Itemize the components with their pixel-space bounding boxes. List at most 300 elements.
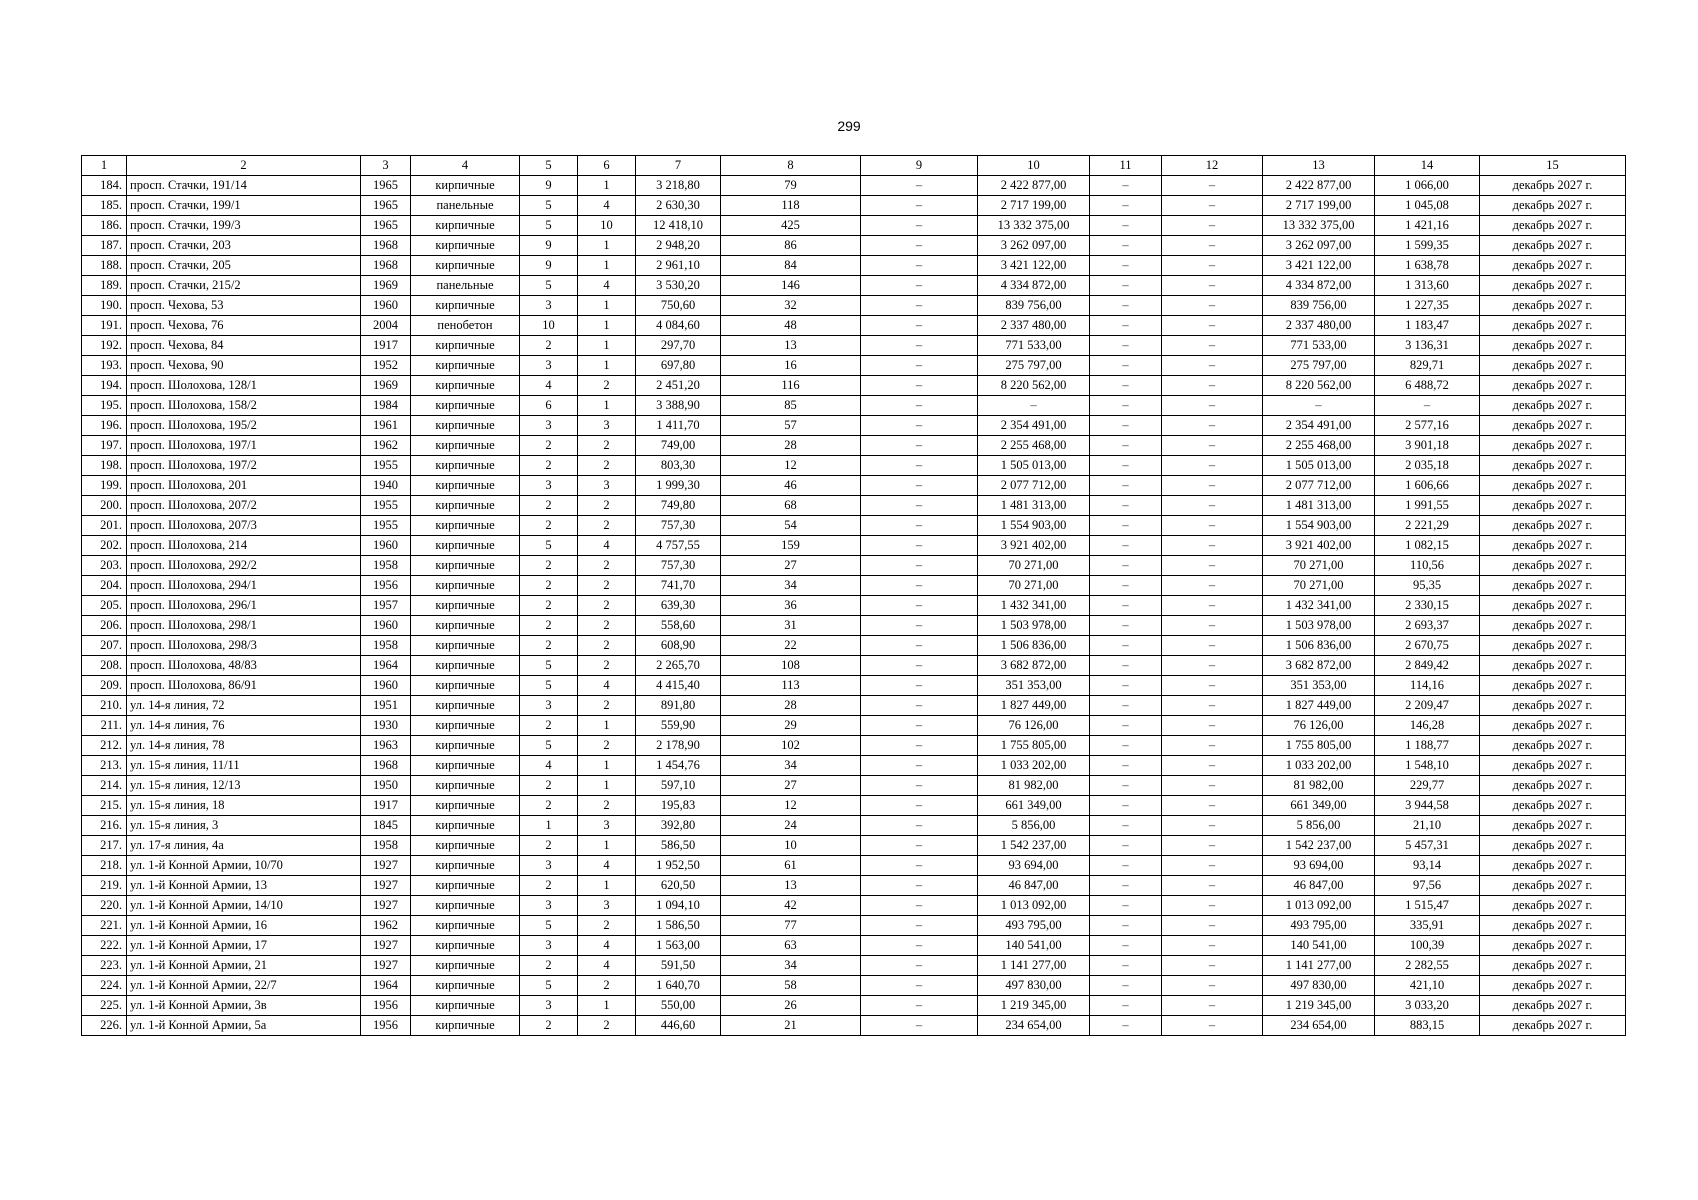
- table-cell-col14: 114,16: [1375, 676, 1480, 696]
- table-cell-col8: 425: [721, 216, 861, 236]
- table-cell-col9: –: [861, 196, 978, 216]
- table-cell-col8: 108: [721, 656, 861, 676]
- table-cell-col5: 5: [520, 656, 578, 676]
- table-cell-col15: декабрь 2027 г.: [1480, 176, 1626, 196]
- table-cell-col5: 2: [520, 616, 578, 636]
- table-cell-col9: –: [861, 796, 978, 816]
- table-cell-col6: 2: [578, 976, 636, 996]
- column-header-8: 8: [721, 156, 861, 176]
- table-cell-col11: –: [1090, 376, 1162, 396]
- table-cell-col13: 70 271,00: [1263, 556, 1375, 576]
- table-cell-col14: 883,15: [1375, 1016, 1480, 1036]
- table-cell-col11: –: [1090, 796, 1162, 816]
- table-cell-col8: 26: [721, 996, 861, 1016]
- table-cell-col10: 70 271,00: [978, 556, 1090, 576]
- table-cell-col3: 1968: [361, 756, 411, 776]
- table-cell-col3: 1927: [361, 876, 411, 896]
- table-cell-col3: 1969: [361, 376, 411, 396]
- table-cell-col1: 187.: [82, 236, 127, 256]
- table-cell-col2: просп. Стачки, 199/1: [127, 196, 361, 216]
- table-cell-col8: 12: [721, 456, 861, 476]
- table-row: [82, 176, 1626, 196]
- table-cell-col12: –: [1162, 936, 1263, 956]
- table-cell-col6: 1: [578, 256, 636, 276]
- table-cell-col3: 1960: [361, 536, 411, 556]
- table-cell-col9: –: [861, 1016, 978, 1036]
- table-cell-col5: 2: [520, 776, 578, 796]
- table-cell-col11: –: [1090, 976, 1162, 996]
- table-cell-col12: –: [1162, 856, 1263, 876]
- table-row: [82, 756, 1626, 776]
- table-cell-col10: 2 337 480,00: [978, 316, 1090, 336]
- table-cell-col6: 1: [578, 316, 636, 336]
- table-cell-col3: 1960: [361, 616, 411, 636]
- table-cell-col15: декабрь 2027 г.: [1480, 916, 1626, 936]
- table-cell-col15: декабрь 2027 г.: [1480, 976, 1626, 996]
- table-cell-col10: 46 847,00: [978, 876, 1090, 896]
- table-row: [82, 476, 1626, 496]
- table-cell-col3: 1917: [361, 336, 411, 356]
- table-cell-col1: 203.: [82, 556, 127, 576]
- table-row: [82, 556, 1626, 576]
- table-cell-col4: кирпичные: [411, 336, 520, 356]
- table-cell-col11: –: [1090, 416, 1162, 436]
- table-cell-col3: 1955: [361, 496, 411, 516]
- table-row: [82, 936, 1626, 956]
- table-cell-col7: 1 454,76: [636, 756, 721, 776]
- table-cell-col3: 1930: [361, 716, 411, 736]
- table-cell-col2: просп. Шолохова, 86/91: [127, 676, 361, 696]
- table-cell-col7: 750,60: [636, 296, 721, 316]
- table-cell-col14: 100,39: [1375, 936, 1480, 956]
- table-cell-col14: 2 282,55: [1375, 956, 1480, 976]
- table-cell-col14: –: [1375, 396, 1480, 416]
- table-cell-col2: ул. 15-я линия, 3: [127, 816, 361, 836]
- table-cell-col7: 1 999,30: [636, 476, 721, 496]
- table-cell-col9: –: [861, 476, 978, 496]
- table-cell-col1: 218.: [82, 856, 127, 876]
- table-cell-col14: 2 577,16: [1375, 416, 1480, 436]
- table-cell-col13: 1 219 345,00: [1263, 996, 1375, 1016]
- table-cell-col15: декабрь 2027 г.: [1480, 576, 1626, 596]
- table-cell-col12: –: [1162, 736, 1263, 756]
- table-row: [82, 976, 1626, 996]
- table-cell-col2: просп. Шолохова, 296/1: [127, 596, 361, 616]
- table-cell-col4: кирпичные: [411, 916, 520, 936]
- table-cell-col9: –: [861, 576, 978, 596]
- table-cell-col12: –: [1162, 176, 1263, 196]
- table-cell-col1: 189.: [82, 276, 127, 296]
- table-cell-col8: 28: [721, 696, 861, 716]
- table-cell-col11: –: [1090, 596, 1162, 616]
- table-cell-col3: 1955: [361, 456, 411, 476]
- table-cell-col7: 558,60: [636, 616, 721, 636]
- table-cell-col15: декабрь 2027 г.: [1480, 336, 1626, 356]
- table-cell-col5: 3: [520, 996, 578, 1016]
- table-cell-col5: 2: [520, 796, 578, 816]
- table-cell-col1: 184.: [82, 176, 127, 196]
- table-cell-col15: декабрь 2027 г.: [1480, 956, 1626, 976]
- table-cell-col6: 1: [578, 776, 636, 796]
- table-cell-col9: –: [861, 896, 978, 916]
- table-cell-col2: ул. 15-я линия, 11/11: [127, 756, 361, 776]
- table-cell-col4: кирпичные: [411, 936, 520, 956]
- table-cell-col9: –: [861, 596, 978, 616]
- table-cell-col12: –: [1162, 716, 1263, 736]
- table-cell-col12: –: [1162, 576, 1263, 596]
- table-cell-col7: 2 178,90: [636, 736, 721, 756]
- table-cell-col8: 22: [721, 636, 861, 656]
- table-cell-col9: –: [861, 816, 978, 836]
- table-cell-col8: 34: [721, 756, 861, 776]
- table-cell-col3: 1965: [361, 176, 411, 196]
- table-cell-col6: 1: [578, 336, 636, 356]
- table-cell-col13: 76 126,00: [1263, 716, 1375, 736]
- table-body: [82, 176, 1626, 1036]
- table-cell-col15: декабрь 2027 г.: [1480, 196, 1626, 216]
- table-cell-col15: декабрь 2027 г.: [1480, 536, 1626, 556]
- table-cell-col14: 95,35: [1375, 576, 1480, 596]
- table-cell-col5: 5: [520, 536, 578, 556]
- table-row: [82, 896, 1626, 916]
- table-cell-col9: –: [861, 936, 978, 956]
- table-cell-col12: –: [1162, 356, 1263, 376]
- table-cell-col8: 36: [721, 596, 861, 616]
- table-cell-col11: –: [1090, 196, 1162, 216]
- table-cell-col2: просп. Шолохова, 158/2: [127, 396, 361, 416]
- table-cell-col1: 208.: [82, 656, 127, 676]
- table-cell-col5: 5: [520, 676, 578, 696]
- table-row: [82, 536, 1626, 556]
- table-cell-col5: 3: [520, 296, 578, 316]
- table-cell-col15: декабрь 2027 г.: [1480, 236, 1626, 256]
- table-cell-col15: декабрь 2027 г.: [1480, 556, 1626, 576]
- table-cell-col4: кирпичные: [411, 796, 520, 816]
- table-cell-col8: 48: [721, 316, 861, 336]
- table-cell-col12: –: [1162, 556, 1263, 576]
- table-cell-col6: 1: [578, 756, 636, 776]
- table-cell-col3: 1963: [361, 736, 411, 756]
- table-cell-col1: 225.: [82, 996, 127, 1016]
- table-cell-col15: декабрь 2027 г.: [1480, 316, 1626, 336]
- column-header-5: 5: [520, 156, 578, 176]
- table-cell-col2: ул. 1-й Конной Армии, 13: [127, 876, 361, 896]
- table-cell-col4: кирпичные: [411, 176, 520, 196]
- table-cell-col3: 1968: [361, 256, 411, 276]
- table-cell-col1: 220.: [82, 896, 127, 916]
- table-cell-col4: кирпичные: [411, 736, 520, 756]
- table-cell-col13: 1 554 903,00: [1263, 516, 1375, 536]
- table-cell-col14: 6 488,72: [1375, 376, 1480, 396]
- table-cell-col11: –: [1090, 916, 1162, 936]
- table-cell-col5: 3: [520, 936, 578, 956]
- table-cell-col13: 1 481 313,00: [1263, 496, 1375, 516]
- table-cell-col8: 113: [721, 676, 861, 696]
- table-cell-col15: декабрь 2027 г.: [1480, 496, 1626, 516]
- table-cell-col6: 1: [578, 836, 636, 856]
- table-cell-col14: 1 313,60: [1375, 276, 1480, 296]
- table-row: [82, 316, 1626, 336]
- table-cell-col5: 9: [520, 176, 578, 196]
- table-cell-col8: 118: [721, 196, 861, 216]
- table-cell-col8: 10: [721, 836, 861, 856]
- table-cell-col14: 2 209,47: [1375, 696, 1480, 716]
- table-cell-col11: –: [1090, 456, 1162, 476]
- table-cell-col5: 2: [520, 456, 578, 476]
- table-cell-col15: декабрь 2027 г.: [1480, 376, 1626, 396]
- table-cell-col7: 803,30: [636, 456, 721, 476]
- table-cell-col6: 1: [578, 236, 636, 256]
- table-cell-col10: –: [978, 396, 1090, 416]
- table-cell-col7: 2 451,20: [636, 376, 721, 396]
- table-cell-col13: 1 506 836,00: [1263, 636, 1375, 656]
- table-cell-col8: 34: [721, 956, 861, 976]
- table-cell-col5: 10: [520, 316, 578, 336]
- table-cell-col1: 193.: [82, 356, 127, 376]
- table-cell-col12: –: [1162, 916, 1263, 936]
- table-cell-col15: декабрь 2027 г.: [1480, 856, 1626, 876]
- table-cell-col9: –: [861, 556, 978, 576]
- table-cell-col11: –: [1090, 396, 1162, 416]
- table-cell-col10: 839 756,00: [978, 296, 1090, 316]
- table-cell-col4: кирпичные: [411, 856, 520, 876]
- table-cell-col14: 1 421,16: [1375, 216, 1480, 236]
- table-cell-col11: –: [1090, 496, 1162, 516]
- table-cell-col6: 3: [578, 476, 636, 496]
- table-cell-col14: 1 548,10: [1375, 756, 1480, 776]
- table-cell-col9: –: [861, 396, 978, 416]
- table-cell-col11: –: [1090, 636, 1162, 656]
- table-cell-col7: 591,50: [636, 956, 721, 976]
- table-cell-col6: 2: [578, 456, 636, 476]
- table-cell-col14: 829,71: [1375, 356, 1480, 376]
- table-cell-col7: 2 630,30: [636, 196, 721, 216]
- table-cell-col12: –: [1162, 256, 1263, 276]
- table-cell-col2: просп. Шолохова, 48/83: [127, 656, 361, 676]
- table-cell-col14: 3 136,31: [1375, 336, 1480, 356]
- table-row: [82, 656, 1626, 676]
- table-cell-col7: 757,30: [636, 516, 721, 536]
- table-cell-col1: 200.: [82, 496, 127, 516]
- table-cell-col5: 2: [520, 636, 578, 656]
- table-cell-col8: 146: [721, 276, 861, 296]
- table-cell-col14: 335,91: [1375, 916, 1480, 936]
- table-cell-col13: 3 421 122,00: [1263, 256, 1375, 276]
- table-cell-col8: 13: [721, 336, 861, 356]
- table-cell-col15: декабрь 2027 г.: [1480, 1016, 1626, 1036]
- table-cell-col3: 1956: [361, 1016, 411, 1036]
- table-cell-col6: 2: [578, 616, 636, 636]
- column-header-14: 14: [1375, 156, 1480, 176]
- table-cell-col7: 297,70: [636, 336, 721, 356]
- table-cell-col7: 4 084,60: [636, 316, 721, 336]
- table-cell-col8: 84: [721, 256, 861, 276]
- table-cell-col15: декабрь 2027 г.: [1480, 296, 1626, 316]
- table-cell-col15: декабрь 2027 г.: [1480, 256, 1626, 276]
- table-cell-col9: –: [861, 296, 978, 316]
- table-cell-col8: 27: [721, 776, 861, 796]
- table-cell-col10: 3 262 097,00: [978, 236, 1090, 256]
- table-cell-col6: 2: [578, 496, 636, 516]
- table-cell-col2: просп. Стачки, 191/14: [127, 176, 361, 196]
- table-cell-col7: 195,83: [636, 796, 721, 816]
- table-row: [82, 956, 1626, 976]
- table-cell-col1: 213.: [82, 756, 127, 776]
- table-cell-col2: просп. Шолохова, 128/1: [127, 376, 361, 396]
- table-cell-col9: –: [861, 236, 978, 256]
- table-cell-col4: кирпичные: [411, 216, 520, 236]
- table-cell-col1: 222.: [82, 936, 127, 956]
- column-header-3: 3: [361, 156, 411, 176]
- table-cell-col5: 3: [520, 856, 578, 876]
- table-cell-col13: 771 533,00: [1263, 336, 1375, 356]
- table-cell-col15: декабрь 2027 г.: [1480, 776, 1626, 796]
- table-cell-col13: 1 505 013,00: [1263, 456, 1375, 476]
- table-cell-col1: 188.: [82, 256, 127, 276]
- table-cell-col6: 1: [578, 396, 636, 416]
- table-cell-col9: –: [861, 616, 978, 636]
- table-cell-col10: 2 077 712,00: [978, 476, 1090, 496]
- table-cell-col11: –: [1090, 276, 1162, 296]
- table-cell-col11: –: [1090, 716, 1162, 736]
- table-cell-col14: 1 066,00: [1375, 176, 1480, 196]
- table-cell-col5: 1: [520, 816, 578, 836]
- table-cell-col1: 195.: [82, 396, 127, 416]
- table-cell-col7: 1 563,00: [636, 936, 721, 956]
- table-row: [82, 636, 1626, 656]
- table-cell-col6: 2: [578, 596, 636, 616]
- table-cell-col8: 16: [721, 356, 861, 376]
- table-cell-col4: кирпичные: [411, 236, 520, 256]
- table-cell-col12: –: [1162, 756, 1263, 776]
- table-cell-col11: –: [1090, 656, 1162, 676]
- table-cell-col1: 190.: [82, 296, 127, 316]
- table-cell-col5: 2: [520, 596, 578, 616]
- table-cell-col13: 93 694,00: [1263, 856, 1375, 876]
- table-cell-col14: 421,10: [1375, 976, 1480, 996]
- table-row: [82, 676, 1626, 696]
- table-cell-col2: ул. 1-й Конной Армии, 10/70: [127, 856, 361, 876]
- table-cell-col8: 57: [721, 416, 861, 436]
- table-cell-col13: 2 077 712,00: [1263, 476, 1375, 496]
- table-cell-col2: просп. Чехова, 84: [127, 336, 361, 356]
- table-cell-col9: –: [861, 376, 978, 396]
- table-cell-col15: декабрь 2027 г.: [1480, 356, 1626, 376]
- table-cell-col11: –: [1090, 1016, 1162, 1036]
- table-cell-col13: 81 982,00: [1263, 776, 1375, 796]
- table-cell-col14: 1 991,55: [1375, 496, 1480, 516]
- table-cell-col10: 70 271,00: [978, 576, 1090, 596]
- table-cell-col14: 1 515,47: [1375, 896, 1480, 916]
- table-cell-col7: 757,30: [636, 556, 721, 576]
- table-cell-col2: просп. Стачки, 205: [127, 256, 361, 276]
- table-cell-col10: 1 827 449,00: [978, 696, 1090, 716]
- table-cell-col10: 5 856,00: [978, 816, 1090, 836]
- table-cell-col12: –: [1162, 656, 1263, 676]
- table-cell-col15: декабрь 2027 г.: [1480, 876, 1626, 896]
- table-cell-col3: 1964: [361, 976, 411, 996]
- table-cell-col1: 205.: [82, 596, 127, 616]
- table-cell-col10: 3 421 122,00: [978, 256, 1090, 276]
- table-cell-col14: 1 183,47: [1375, 316, 1480, 336]
- table-cell-col14: 2 035,18: [1375, 456, 1480, 476]
- table-cell-col10: 76 126,00: [978, 716, 1090, 736]
- table-cell-col15: декабрь 2027 г.: [1480, 996, 1626, 1016]
- table-row: [82, 376, 1626, 396]
- table-cell-col9: –: [861, 176, 978, 196]
- table-cell-col11: –: [1090, 676, 1162, 696]
- table-cell-col6: 2: [578, 636, 636, 656]
- table-cell-col10: 2 717 199,00: [978, 196, 1090, 216]
- table-cell-col15: декабрь 2027 г.: [1480, 796, 1626, 816]
- table-cell-col2: ул. 17-я линия, 4а: [127, 836, 361, 856]
- table-row: [82, 576, 1626, 596]
- table-cell-col11: –: [1090, 896, 1162, 916]
- table-cell-col13: 275 797,00: [1263, 356, 1375, 376]
- table-cell-col5: 2: [520, 556, 578, 576]
- table-cell-col10: 234 654,00: [978, 1016, 1090, 1036]
- table-cell-col6: 4: [578, 676, 636, 696]
- table-cell-col5: 2: [520, 576, 578, 596]
- table-cell-col7: 697,80: [636, 356, 721, 376]
- table-cell-col7: 1 640,70: [636, 976, 721, 996]
- table-cell-col4: кирпичные: [411, 656, 520, 676]
- table-cell-col4: кирпичные: [411, 1016, 520, 1036]
- table-cell-col5: 2: [520, 336, 578, 356]
- table-cell-col13: 497 830,00: [1263, 976, 1375, 996]
- table-cell-col15: декабрь 2027 г.: [1480, 676, 1626, 696]
- table-cell-col6: 3: [578, 896, 636, 916]
- table-cell-col9: –: [861, 956, 978, 976]
- table-cell-col3: 1968: [361, 236, 411, 256]
- table-cell-col13: 1 827 449,00: [1263, 696, 1375, 716]
- table-cell-col11: –: [1090, 576, 1162, 596]
- table-cell-col10: 93 694,00: [978, 856, 1090, 876]
- table-cell-col4: кирпичные: [411, 556, 520, 576]
- table-cell-col5: 2: [520, 496, 578, 516]
- table-cell-col6: 4: [578, 936, 636, 956]
- table-cell-col14: 229,77: [1375, 776, 1480, 796]
- table-cell-col8: 85: [721, 396, 861, 416]
- table-cell-col8: 54: [721, 516, 861, 536]
- table-cell-col4: кирпичные: [411, 476, 520, 496]
- table-cell-col15: декабрь 2027 г.: [1480, 836, 1626, 856]
- table-cell-col9: –: [861, 536, 978, 556]
- table-cell-col7: 4 757,55: [636, 536, 721, 556]
- table-cell-col9: –: [861, 696, 978, 716]
- table-cell-col10: 1 505 013,00: [978, 456, 1090, 476]
- table-cell-col12: –: [1162, 836, 1263, 856]
- table-cell-col5: 5: [520, 216, 578, 236]
- column-header-2: 2: [127, 156, 361, 176]
- table-cell-col12: –: [1162, 1016, 1263, 1036]
- table-row: [82, 856, 1626, 876]
- table-cell-col14: 1 638,78: [1375, 256, 1480, 276]
- table-cell-col6: 2: [578, 1016, 636, 1036]
- table-cell-col2: ул. 1-й Конной Армии, 14/10: [127, 896, 361, 916]
- table-cell-col11: –: [1090, 236, 1162, 256]
- table-cell-col14: 5 457,31: [1375, 836, 1480, 856]
- table-cell-col2: просп. Шолохова, 294/1: [127, 576, 361, 596]
- table-cell-col6: 4: [578, 196, 636, 216]
- table-cell-col6: 1: [578, 716, 636, 736]
- table-cell-col10: 3 682 872,00: [978, 656, 1090, 676]
- table-cell-col4: кирпичные: [411, 256, 520, 276]
- table-cell-col10: 3 921 402,00: [978, 536, 1090, 556]
- column-header-12: 12: [1162, 156, 1263, 176]
- table-row: [82, 596, 1626, 616]
- table-cell-col1: 198.: [82, 456, 127, 476]
